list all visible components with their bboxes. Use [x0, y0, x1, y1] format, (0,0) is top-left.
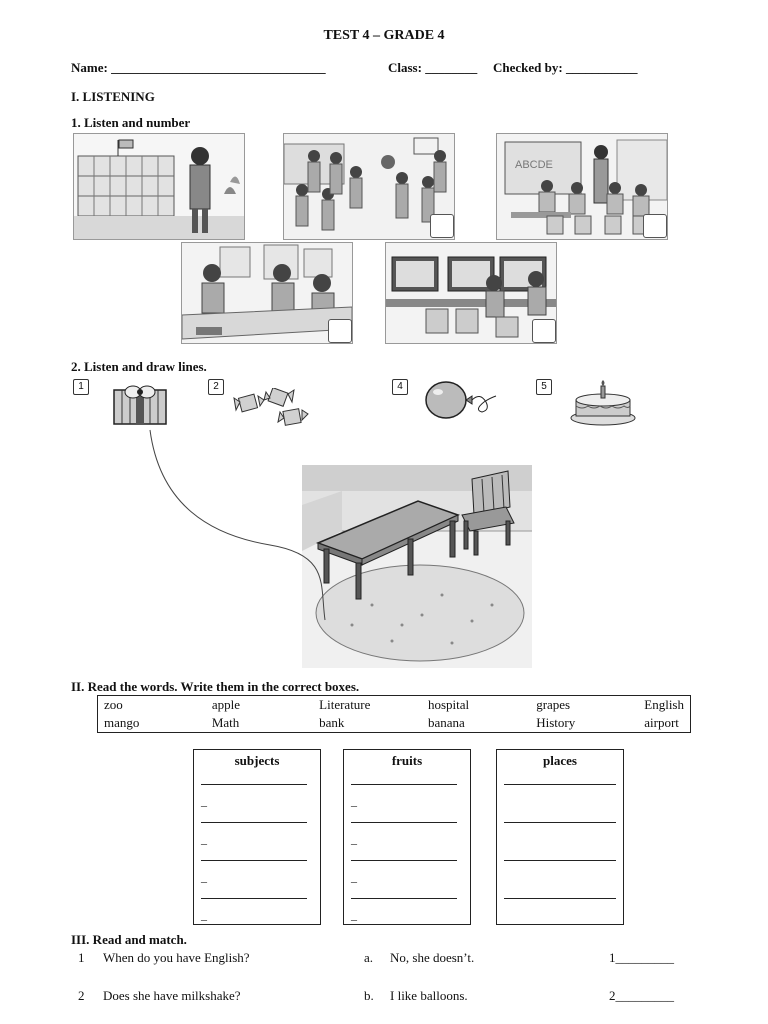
item-tag-1: 1: [73, 379, 89, 395]
match-blank-number: 1: [609, 950, 616, 965]
answer-line[interactable]: [504, 898, 616, 899]
school-building-picture: [73, 133, 245, 240]
word-cell: English: [644, 697, 684, 712]
section-words-heading: II. Read the words. Write them in the correct boxes.: [71, 679, 360, 694]
section-match-heading: III. Read and match.: [71, 932, 187, 947]
class-field[interactable]: [388, 60, 477, 76]
places-box: [496, 749, 624, 925]
gift-box-icon[interactable]: [110, 380, 172, 428]
word-cell: zoo: [104, 697, 123, 712]
answer-line[interactable]: [351, 822, 457, 823]
classroom-picture: [496, 133, 668, 240]
answer-line[interactable]: [201, 822, 307, 823]
answer-line[interactable]: [201, 898, 307, 899]
word-cell: airport: [644, 715, 679, 730]
match-blank[interactable]: [609, 950, 674, 966]
checked-blank[interactable]: ___________: [565, 60, 638, 75]
item-tag-2: 2: [208, 379, 224, 395]
answer-line[interactable]: [351, 860, 457, 861]
art-class-picture: [181, 242, 353, 344]
word-cell: mango: [104, 715, 140, 730]
section-listening-heading: I. LISTENING: [71, 89, 155, 104]
fruits-box: [343, 749, 471, 925]
answer-line[interactable]: [504, 860, 616, 861]
part2-heading: 2. Listen and draw lines.: [71, 359, 207, 374]
word-row: [98, 696, 691, 715]
dash-mark: _: [351, 908, 357, 922]
item-tag-4: 4: [392, 379, 408, 395]
balloon-icon[interactable]: [424, 376, 504, 426]
word-cell: bank: [319, 715, 345, 730]
example-line: [140, 425, 340, 625]
name-blank[interactable]: _________________________________: [111, 60, 326, 75]
dash-mark: _: [351, 832, 357, 846]
word-cell: apple: [211, 697, 240, 712]
checked-by-field[interactable]: [493, 60, 637, 76]
match-blank-line[interactable]: _________: [615, 988, 674, 1003]
answer-box-3[interactable]: [643, 214, 667, 238]
word-bank-table: [97, 695, 691, 733]
part1-heading: 1. Listen and number: [71, 115, 191, 130]
word-cell: banana: [428, 715, 465, 730]
class-label: Class:: [388, 60, 426, 75]
answer-line[interactable]: [201, 860, 307, 861]
word-cell: History: [536, 715, 576, 730]
answer-letter: a.: [364, 950, 374, 965]
subjects-box-title: subjects: [234, 753, 280, 768]
word-cell: Math: [211, 715, 240, 730]
item-tag-5: 5: [536, 379, 552, 395]
students-playing-picture: [283, 133, 455, 240]
birthday-cake-icon[interactable]: [568, 378, 638, 428]
question-text: Does she have milkshake?: [103, 988, 241, 1003]
answer-box-2[interactable]: [430, 214, 454, 238]
word-row: [98, 714, 691, 733]
class-blank[interactable]: ________: [425, 60, 478, 75]
page-title: TEST 4 – GRADE 4: [323, 28, 445, 43]
blackboard-letters: ABCDE: [515, 159, 553, 171]
answer-line[interactable]: [351, 898, 457, 899]
question-text: When do you have English?: [103, 950, 250, 965]
name-label: Name:: [71, 60, 112, 75]
dash-mark: _: [351, 794, 357, 808]
answer-line[interactable]: [504, 784, 616, 785]
question-number: 1: [78, 950, 85, 965]
word-cell: hospital: [428, 697, 470, 712]
computer-room-picture: [385, 242, 557, 344]
answer-text: I like balloons.: [390, 988, 468, 1003]
match-blank-number: 2: [609, 988, 616, 1003]
word-cell: Literature: [319, 697, 371, 712]
match-blank[interactable]: [609, 988, 674, 1004]
dash-mark: _: [201, 794, 207, 808]
checked-label: Checked by:: [493, 60, 566, 75]
answer-letter: b.: [364, 988, 374, 1003]
fruits-box-title: fruits: [391, 753, 423, 768]
match-blank-line[interactable]: _________: [615, 950, 674, 965]
places-box-title: places: [543, 753, 577, 768]
dash-mark: _: [201, 832, 207, 846]
dash-mark: _: [201, 908, 207, 922]
question-number: 2: [78, 988, 85, 1003]
subjects-box: [193, 749, 321, 925]
answer-text: No, she doesn’t.: [390, 950, 475, 965]
word-cell: grapes: [536, 697, 571, 712]
name-field[interactable]: [71, 60, 326, 76]
answer-line[interactable]: [504, 822, 616, 823]
answer-box-5[interactable]: [532, 319, 556, 343]
dash-mark: _: [201, 870, 207, 884]
answer-box-4[interactable]: [328, 319, 352, 343]
answer-line[interactable]: [351, 784, 457, 785]
dash-mark: _: [351, 870, 357, 884]
answer-line[interactable]: [201, 784, 307, 785]
